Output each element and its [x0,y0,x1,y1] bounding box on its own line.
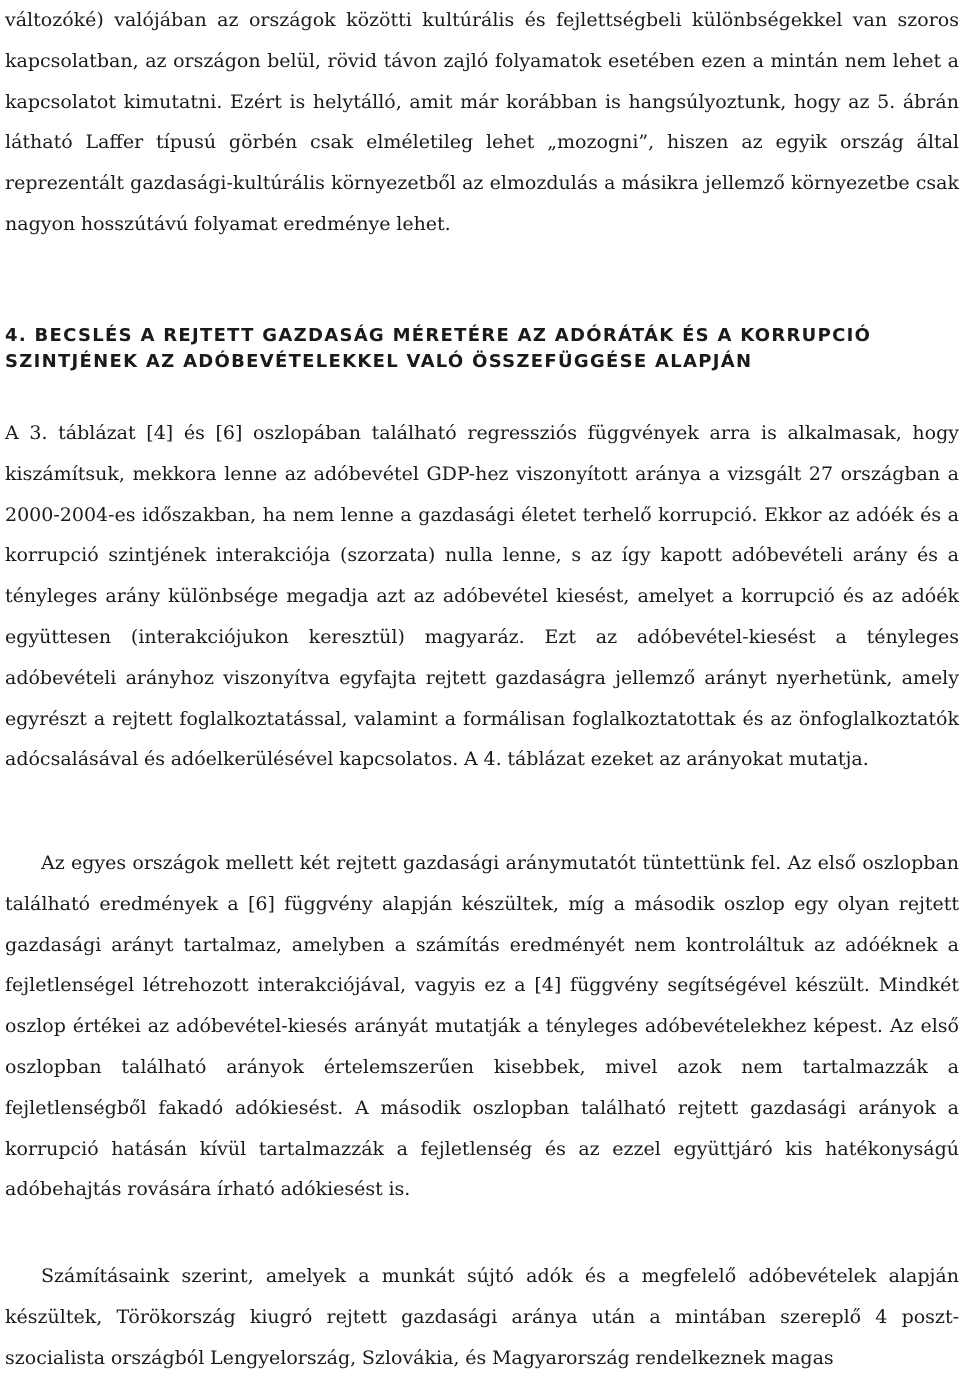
section-heading: 4. BECSLÉS A REJTETT GAZDASÁG MÉRETÉRE AZ ADÓRÁTÁK ÉS A KORRUPCIÓ SZINTJÉNEK AZ ADÓBEVÉTELEKKEL VALÓ ÖSSZEFÜGGÉSE ALAPJÁN [5,325,872,372]
body-paragraph: Az egyes országok mellett két rejtett gazdasági aránymutatót tüntettünk fel. Az első oszlopban található eredmények a [6] függvény alapján készültek, míg a második oszlop egy olyan rejtett gazdasági arányt tartalmaz, amelyben a számítás eredményét nem kontroláltuk az adóéknek a fejletlenségel létrehozott interakciójával, vagyis ez a [4] függvény segítségével készült. Mindkét oszlop értékei az adóbevétel-kiesés arányát mutatják a tényleges adóbevételekhez képest. Az első oszlopban található arányok értelemszerűen kisebbek, mivel azok nem tartalmazzák a fejletlenségből fakadó adókiesést. A második oszlopban található rejtett gazdasági arányok a korrupció hatásán kívül tartalmazzák a fejletlenség és az ezzel együttjáró kis hatékonyságú adóbehajtás rovására írható adókiesést is. [5,852,959,1201]
body-paragraph: Számításaink szerint, amelyek a munkát sújtó adók és a megfelelő adóbevételek alapján készültek, Törökország kiugró rejtett gazdasági aránya után a mintában szereplő 4 poszt-szocialista országból Lengyelország, Szlovákia, és Magyarország rendelkeznek magas [5,1265,959,1369]
body-paragraph: változóké) valójában az országok közötti kultúrális és fejlettségbeli különbségekkel van szoros kapcsolatban, az országon belül, rövid távon zajló folyamatok esetében ezen a mintán nem lehet a kapcsolatot kimutatni. Ezért is helytálló, amit már korábban is hangsúlyoztunk, hogy az 5. ábrán látható Laffer típusú görbén csak elméletileg lehet „mozogni”, hiszen az egyik ország által reprezentált gazdasági-kultúrális környezetből az elmozdulás a másikra jellemző környezetbe csak nagyon hosszútávú folyamat eredménye lehet. [5,9,959,235]
body-paragraph: A 3. táblázat [4] és [6] oszlopában található regressziós függvények arra is alkalmasak, hogy kiszámítsuk, mekkora lenne az adóbevétel GDP-hez viszonyított aránya a vizsgált 27 országban a 2000-2004-es időszakban, ha nem lenne a gazdasági életet terhelő korrupció. Ekkor az adóék és a korrupció szintjének interakciója (szorzata) nulla lenne, s az így kapott adóbevételi arány és a tényleges arány különbsége megadja azt az adóbevétel kiesést, amelyet a korrupció és az adóék együttesen (interakciójukon keresztül) magyaráz. Ezt az adóbevétel-kiesést a tényleges adóbevételi arányhoz viszonyítva egyfajta rejtett gazdaságra jellemző arányt nyerhetünk, amely egyrészt a rejtett foglalkoztatással, valamint a formálisan foglalkoztatottak és az önfoglalkoztatók adócsalásával és adóelkerülésével kapcsolatos. A 4. táblázat ezeket az arányokat mutatja. [5,422,959,771]
